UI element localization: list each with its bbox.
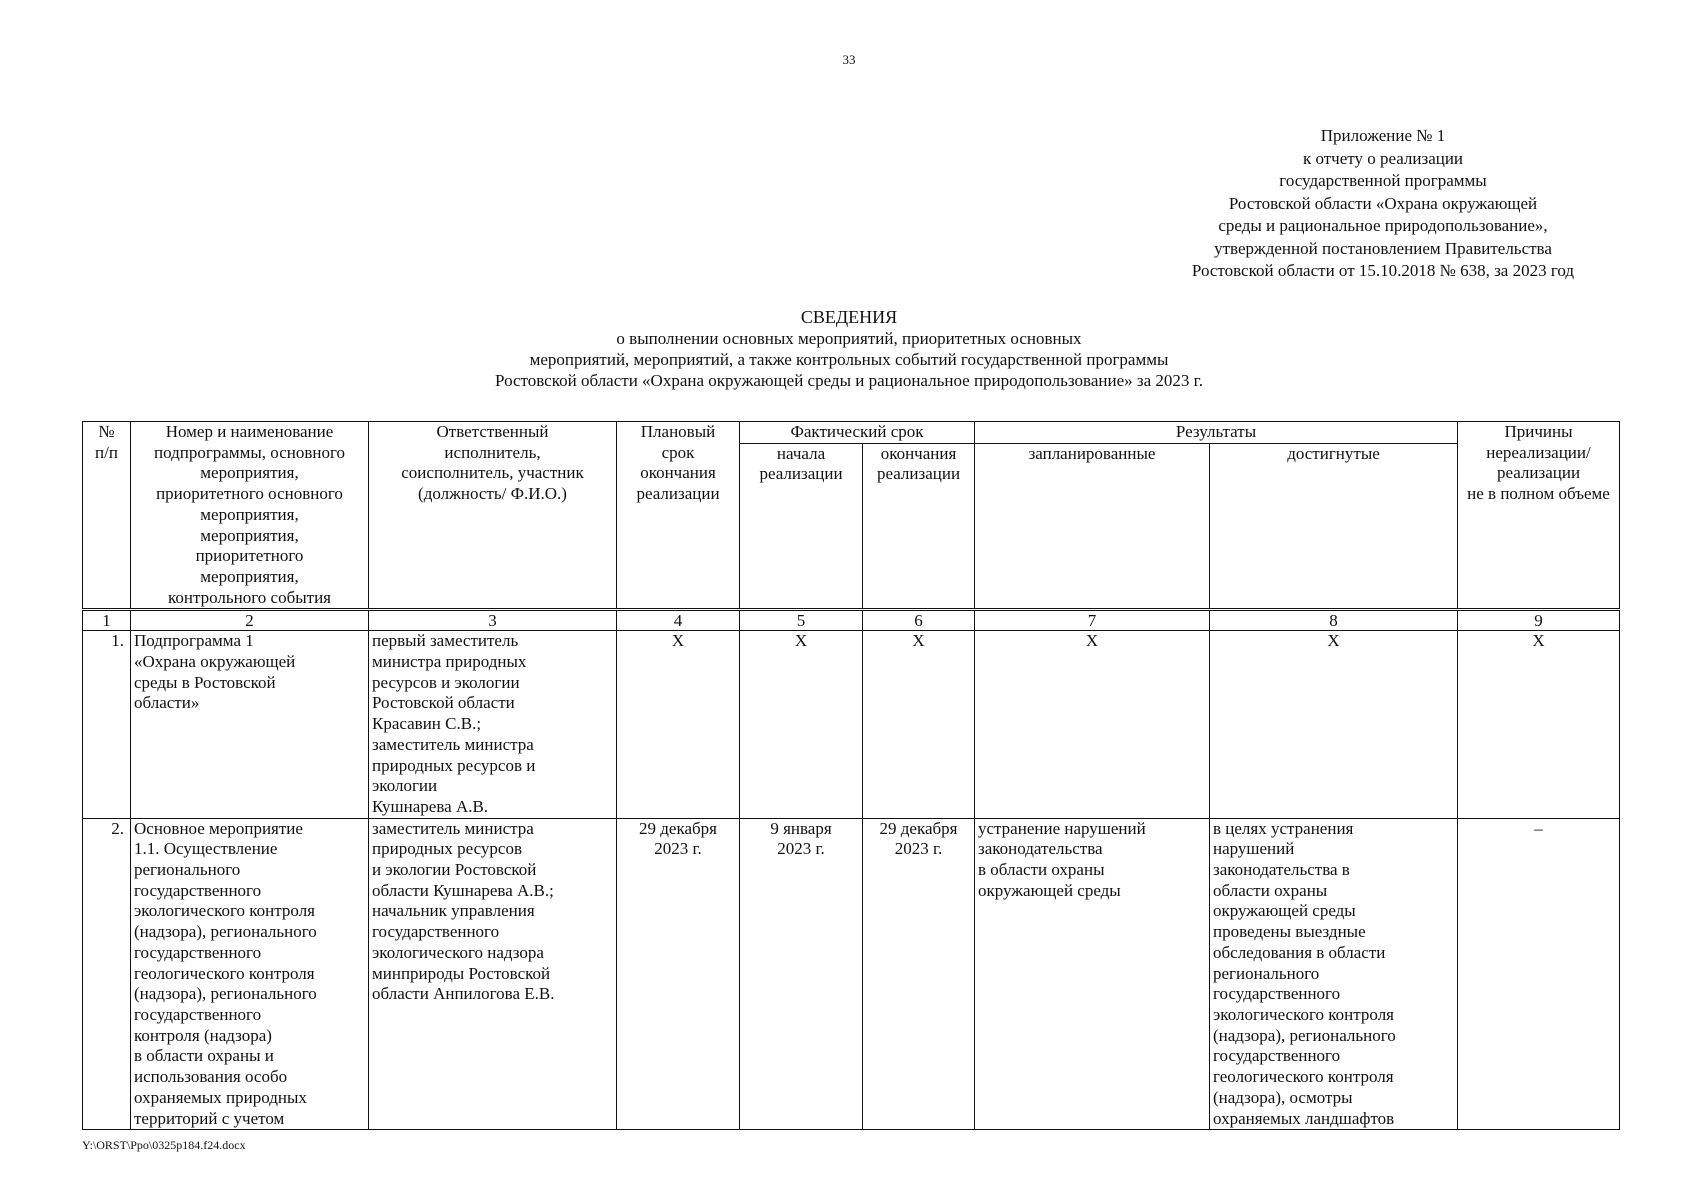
row-results-achieved: в целях устранения нарушений законодательства в области охраны окружающей среды проведены выездные обследования в области регионального государственного экологического контроля (надзора), регионального государственного геологического контроля (надзора), осмотры охраняемых ландшафтов xyxy=(1210,818,1458,1130)
appendix-line: государственной программы xyxy=(1279,171,1487,190)
header-actual-end: окончания реализации xyxy=(863,443,975,610)
report-table xyxy=(82,421,1620,1130)
header-no: № п/п xyxy=(83,422,131,610)
header-actual-start: начала реализации xyxy=(740,443,863,610)
column-number: 8 xyxy=(1210,610,1458,631)
header-results-achieved: достигнутые xyxy=(1210,443,1458,610)
row-results-achieved: Х xyxy=(1210,631,1458,818)
header-planned-deadline: Плановый срок окончания реализации xyxy=(617,422,740,610)
title-line: Ростовской области «Охрана окружающей среды и рациональное природопользование» за 2023 г. xyxy=(495,371,1203,390)
table-row xyxy=(83,631,1620,818)
appendix-line: к отчету о реализации xyxy=(1302,148,1464,168)
column-number: 7 xyxy=(975,610,1210,631)
column-number: 2 xyxy=(131,610,369,631)
header-results: Результаты xyxy=(975,422,1458,444)
column-number: 9 xyxy=(1458,610,1620,631)
document-title xyxy=(0,306,1698,391)
header-results-planned: запланированные xyxy=(975,443,1210,610)
title-line: о выполнении основных мероприятий, приоритетных основных xyxy=(616,329,1082,348)
file-path-footer: Y:\ORST\Ppo\0325p184.f24.docx xyxy=(82,1138,246,1152)
appendix-line: среды и рациональное природопользование», xyxy=(1218,216,1548,235)
row-actual-end: 29 декабря 2023 г. xyxy=(863,818,975,1130)
column-number: 4 xyxy=(617,610,740,631)
column-number: 5 xyxy=(740,610,863,631)
table-row xyxy=(83,818,1620,1130)
appendix-line: Ростовской области от 15.10.2018 № 638, за 2023 год xyxy=(1191,261,1575,280)
appendix-block xyxy=(1148,125,1618,283)
row-planned-deadline: Х xyxy=(617,631,740,818)
column-number: 3 xyxy=(369,610,617,631)
row-name: Основное мероприятие 1.1. Осуществление регионального государственного экологического контроля (надзора), регионального государственного геологического контроля (надзора), регионального государственного контроля (надзора) в области охраны и использования особо охраняемых природных территорий с учетом xyxy=(131,818,369,1130)
page-number: 33 xyxy=(842,52,856,67)
title-line: мероприятий, мероприятий, а также контрольных событий государственной программы xyxy=(529,350,1169,369)
row-actual-start: 9 января 2023 г. xyxy=(740,818,863,1130)
title-heading: СВЕДЕНИЯ xyxy=(800,307,898,327)
column-number: 6 xyxy=(863,610,975,631)
header-reasons: Причины нереализации/ реализации не в полном объеме xyxy=(1458,422,1620,610)
row-planned-deadline: 29 декабря 2023 г. xyxy=(617,818,740,1130)
appendix-line: Приложение № 1 xyxy=(1320,126,1446,145)
header-actual-deadline: Фактический срок xyxy=(740,422,975,444)
row-actual-end: Х xyxy=(863,631,975,818)
header-responsible: Ответственный исполнитель, соисполнитель, участник (должность/ Ф.И.О.) xyxy=(369,422,617,610)
row-responsible: первый заместитель министра природных ресурсов и экологии Ростовской области Красавин С.В.; заместитель министра природных ресурсов и экологии Кушнарева А.В. xyxy=(369,631,617,818)
column-number-row xyxy=(83,610,1620,631)
header-name: Номер и наименование подпрограммы, основного мероприятия, приоритетного основного мероприятия, мероприятия, приоритетного мероприятия, контрольного события xyxy=(131,422,369,610)
column-number: 1 xyxy=(83,610,131,631)
row-responsible: заместитель министра природных ресурсов и экологии Ростовской области Кушнарева А.В.; начальник управления государственного экологического надзора минприроды Ростовской области Анпилогова Е.В. xyxy=(369,818,617,1130)
row-reasons: Х xyxy=(1458,631,1620,818)
header-row xyxy=(83,422,1620,444)
row-actual-start: Х xyxy=(740,631,863,818)
row-number: 2. xyxy=(83,818,131,1130)
row-results-planned: устранение нарушений законодательства в области охраны окружающей среды xyxy=(975,818,1210,1130)
row-name: Подпрограмма 1 «Охрана окружающей среды в Ростовской области» xyxy=(131,631,369,818)
row-reasons: – xyxy=(1458,818,1620,1130)
appendix-line: утвержденной постановлением Правительства xyxy=(1214,238,1552,258)
appendix-line: Ростовской области «Охрана окружающей xyxy=(1228,193,1538,213)
row-number: 1. xyxy=(83,631,131,818)
row-results-planned: Х xyxy=(975,631,1210,818)
